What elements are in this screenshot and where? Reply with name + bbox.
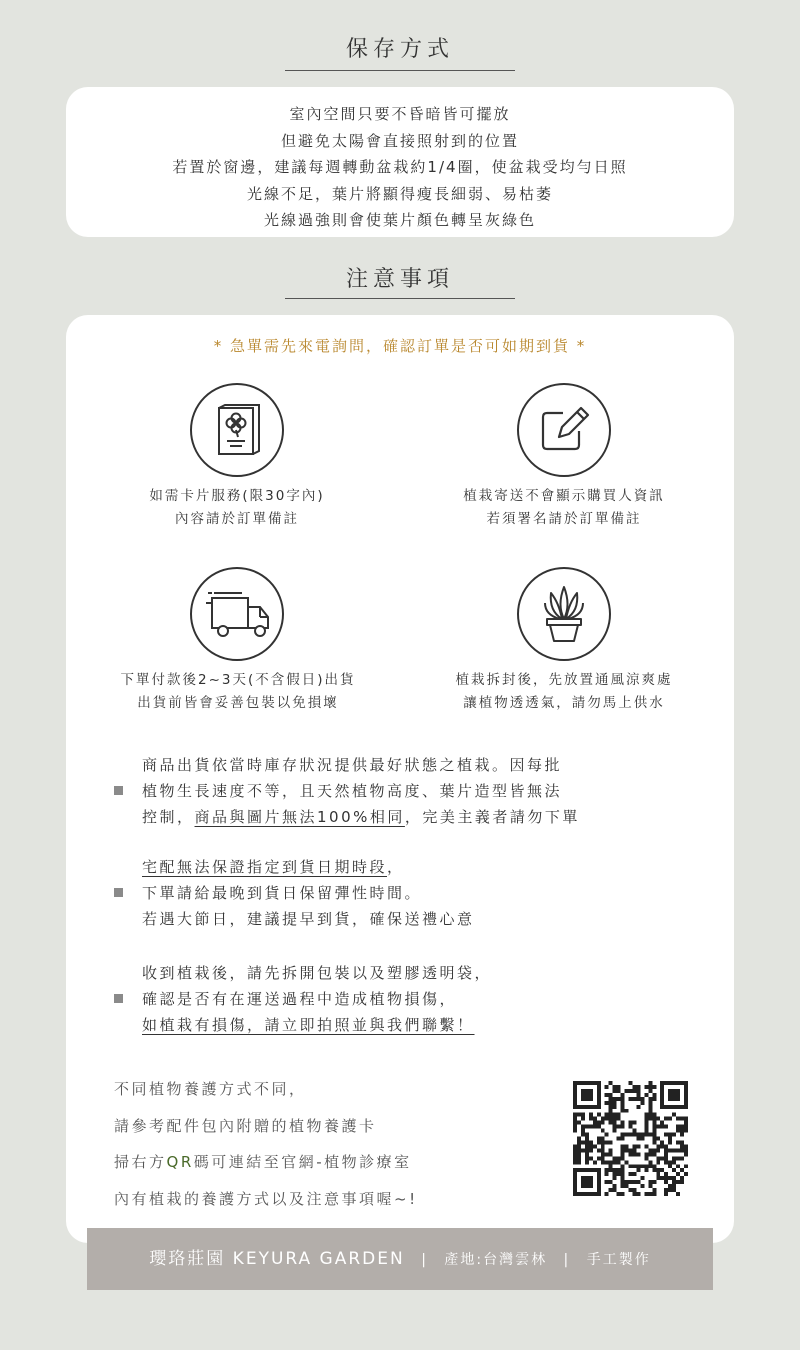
storage-card	[66, 87, 734, 237]
storage-title-rule	[285, 70, 515, 71]
caption-line: 如需卡片服務(限30字內)	[149, 488, 325, 504]
guide-line: 內有植栽的養護方式以及注意事項喔~!	[114, 1189, 418, 1208]
note-text: ，完美主義者請勿下單	[404, 808, 580, 826]
note-line	[142, 854, 702, 880]
buyer-info-caption	[399, 485, 729, 531]
notice-title-rule	[285, 298, 515, 299]
caption-line: 若須署名請於訂單備註	[486, 511, 642, 527]
note-line: 若遇大節日，建議提早到貨，確保送禮心意	[142, 910, 475, 928]
note-underlined-text: 如植栽有損傷，請立即拍照並與我們聯繫！	[142, 1016, 475, 1034]
storage-line: 光線過強則會使葉片顏色轉呈灰綠色	[263, 211, 536, 229]
stock-note	[142, 752, 702, 830]
handmade-label: 手工製作	[586, 1252, 651, 1268]
note-bullet	[114, 994, 123, 1003]
guide-line	[114, 1144, 554, 1181]
note-underlined-text: 宅配無法保證指定到貨日期時段	[142, 858, 388, 876]
notice-title: 注意事項	[345, 267, 454, 292]
unboxing-caption	[399, 669, 729, 715]
storage-line: 光線不足，葉片將顯得瘦長細弱、易枯萎	[246, 184, 553, 203]
caption-line: 植栽拆封後，先放置通風涼爽處	[455, 672, 673, 688]
note-line: 確認是否有在運送過程中造成植物損傷，	[142, 990, 458, 1008]
caption-line: 出貨前皆會妥善包裝以免損壞	[137, 695, 339, 711]
footer-bar	[87, 1228, 713, 1290]
care-guide	[114, 1071, 554, 1217]
guide-text: 碼可連結至官網-植物診療室	[193, 1153, 412, 1171]
caption-line: 植栽寄送不會顯示購買人資訊	[463, 488, 665, 504]
notice-card	[66, 315, 734, 1243]
storage-line: 但避免太陽會直接照射到的位置	[280, 131, 519, 150]
note-line	[142, 804, 702, 830]
storage-title: 保存方式	[345, 37, 454, 62]
storage-line: 若置於窗邊，建議每週轉動盆栽約1/4圈，使盆栽受均勻日照	[172, 158, 628, 176]
brand-name: 瓔珞莊園 KEYURA GARDEN	[149, 1249, 405, 1269]
note-bullet	[114, 888, 123, 897]
guide-line: 請參考配件包內附贈的植物養護卡	[114, 1116, 377, 1135]
shipping-caption	[46, 669, 430, 715]
card-service-caption	[72, 485, 402, 531]
note-line	[142, 1012, 702, 1038]
truck-icon	[190, 567, 284, 661]
note-underlined-text: 商品與圖片無法100%相同	[194, 808, 405, 826]
caption-line: 內容請於訂單備註	[175, 511, 299, 527]
urgent-order-note: * 急單需先來電詢問，確認訂單是否可如期到貨 *	[213, 337, 587, 355]
note-line: 商品出貨依當時庫存狀況提供最好狀態之植栽。因每批	[142, 756, 563, 774]
guide-qr-text: QR	[166, 1153, 194, 1171]
qr-code-icon[interactable]	[573, 1080, 688, 1197]
note-line: 植物生長速度不等，且天然植物高度、葉片造型皆無法	[142, 782, 563, 800]
note-line: 下單請給最晚到貨日保留彈性時間。	[142, 884, 423, 902]
damage-note	[142, 960, 702, 1038]
storage-line: 室內空間只要不昏暗皆可擺放	[289, 105, 511, 123]
footer-separator: |	[563, 1252, 571, 1268]
caption-line: 讓植物透透氣，請勿馬上供水	[463, 695, 665, 711]
origin-label: 產地:台灣雲林	[444, 1252, 548, 1268]
footer-separator: |	[421, 1252, 428, 1268]
delivery-note	[142, 854, 702, 932]
guide-line: 不同植物養護方式不同，	[114, 1080, 307, 1098]
note-text: ，	[387, 858, 405, 876]
note-text: 控制，	[142, 808, 195, 826]
note-bullet	[114, 786, 123, 795]
card-icon	[190, 383, 284, 477]
caption-line: 下單付款後2~3天(不含假日)出貨	[120, 672, 356, 688]
edit-icon	[517, 383, 611, 477]
guide-text: 掃右方	[114, 1153, 167, 1171]
note-line: 收到植栽後，請先拆開包裝以及塑膠透明袋，	[142, 964, 493, 982]
storage-text	[66, 101, 734, 234]
potted-plant-icon	[517, 567, 611, 661]
